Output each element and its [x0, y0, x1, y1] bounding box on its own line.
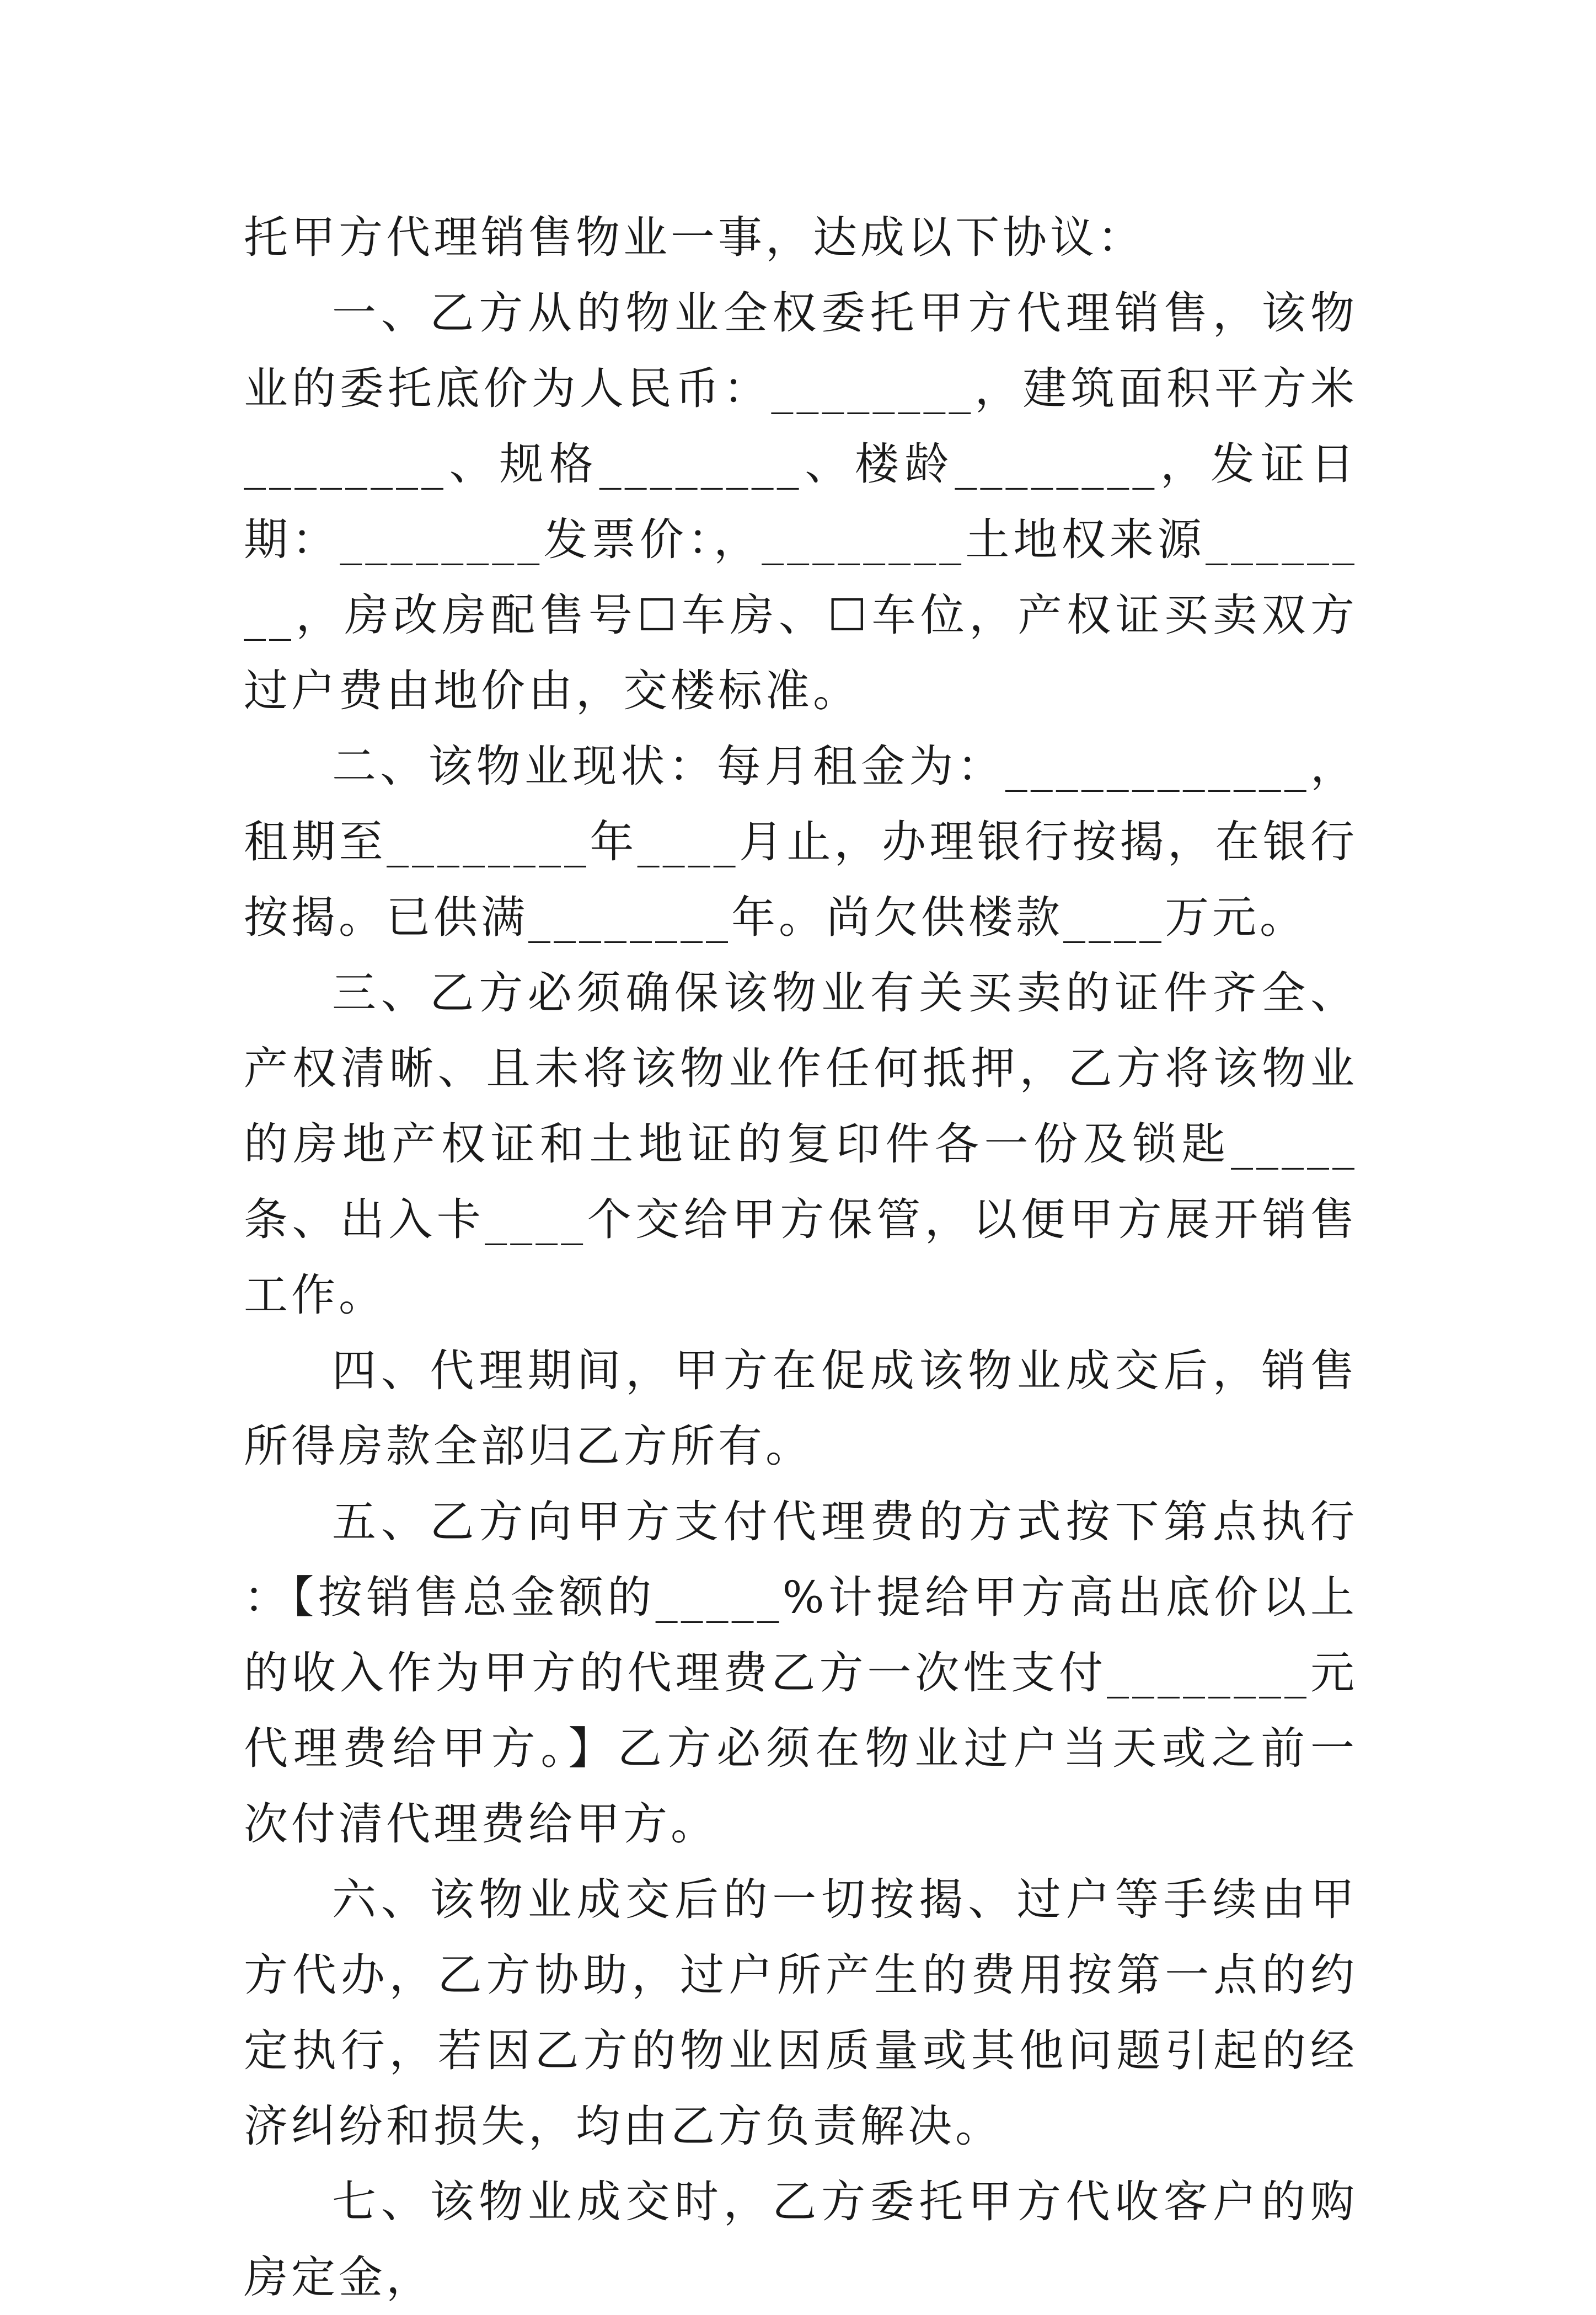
- paragraph-clause-5: 五、乙方向甲方支付代理费的方式按下第点执行：【按销售总金额的_____%计提给甲方高出底价以上的收入作为甲方的代理费乙方一次性支付________元代理费给甲方。】乙方必须在物业过户当天或之前一次付清代理费给甲方。: [244, 1496, 1358, 1850]
- paragraph-clause-1: 一、乙方从的物业全权委托甲方代理销售，该物业的委托底价为人民币：________，建筑面积平方米________、规格________、楼龄________，发证日期：________发票价：，________土地权来源________，房改房配售号☐车房、☐车位，产权证买卖双方过户费由地价由，交楼标准。: [244, 287, 1358, 716]
- paragraph-clause-3: 三、乙方必须确保该物业有关买卖的证件齐全、产权清晰、且未将该物业作任何抵押，乙方将该物业的房地产权证和土地证的复印件各一份及锁匙_____条、出入卡____个交给甲方保管，以便甲方展开销售工作。: [244, 967, 1358, 1321]
- paragraph-clause-7: 七、该物业成交时，乙方委托甲方代收客户的购房定金，: [244, 2176, 1358, 2303]
- paragraph-clause-6: 六、该物业成交后的一切按揭、过户等手续由甲方代办，乙方协助，过户所产生的费用按第一点的约定执行，若因乙方的物业因质量或其他问题引起的经济纠纷和损失，均由乙方负责解决。: [244, 1874, 1358, 2152]
- paragraph-clause-4: 四、代理期间，甲方在促成该物业成交后，销售所得房款全部归乙方所有。: [244, 1345, 1358, 1472]
- paragraph-intro: 托甲方代理销售物业一事，达成以下协议：: [244, 212, 1145, 263]
- paragraph-clause-2: 二、该物业现状：每月租金为：____________，租期至________年____月止，办理银行按揭，在银行按揭。已供满________年。尚欠供楼款____万元。: [244, 741, 1358, 943]
- document-body: [244, 200, 1358, 2315]
